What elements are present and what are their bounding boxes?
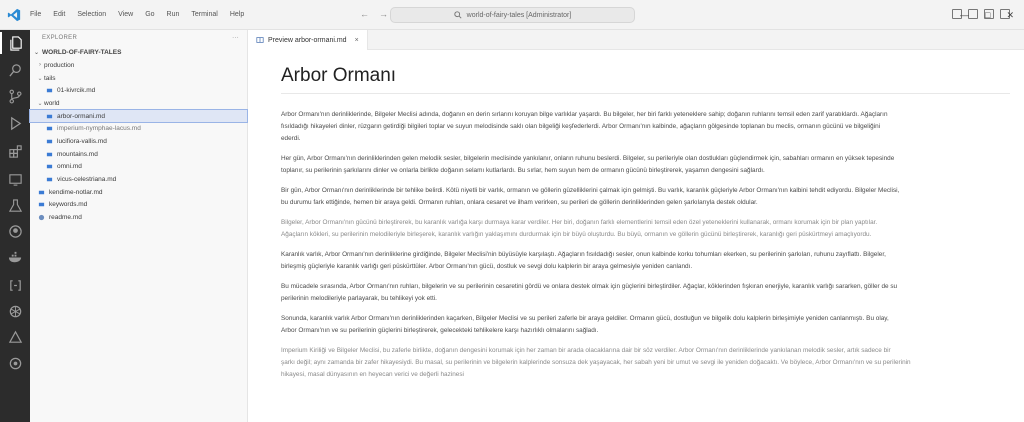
- nav-arrows: [360, 9, 388, 19]
- paragraph-line: bu durumu fark ettiğinde, hemen bir araya geldi. Ormanın ruhları, onlara cesaret ve ilham verirken, su perileri de göllerin derinliklerinden gelen şarkılarıyla destek oldular.: [281, 199, 758, 206]
- run-debug-icon[interactable]: [0, 112, 30, 134]
- vscode-logo-icon: [0, 0, 28, 30]
- paragraph-line: Bu mücadele sırasında, Arbor Ormanı'nın ruhları, bilgelerin ve su perilerinin cesaretini gördü ve onlara destek olmak için güçlerini birleştirdiler. Ağaçlar, köklerinden fışkıran enerjiyle, karanlık varlığı sararken, göller de su: [281, 283, 898, 290]
- file-mountains[interactable]: [30, 148, 247, 161]
- file-keywords[interactable]: [30, 199, 247, 212]
- tree-item-label: imperium-nymphae-lacus.md: [57, 125, 141, 133]
- chevron-down-icon: ⌄: [34, 50, 40, 56]
- markdown-preview: [248, 50, 1024, 381]
- paragraph-line: Arbor Ormanı'nın ve su perilerinin güçlerini birleştirerek, gelecekteki tehlikelere karşı hazırlıklı olmalarını sağladı.: [281, 327, 599, 334]
- file-01-kivrcik[interactable]: [30, 84, 247, 97]
- paragraph-line: Imperium Kiriliği ve Bilgeler Meclisi, bu zaferle birlikte, doğanın dengesini korumak için her zaman bir arada olacaklarına dair bir söz verdiler. Arbor Ormanı'nın derinliklerinde yankılanan melodik sesler, artık sadece bir: [281, 347, 891, 354]
- editor-area: [248, 30, 1024, 422]
- brackets-icon[interactable]: [0, 274, 30, 296]
- file-vicus-celestriana[interactable]: [30, 173, 247, 186]
- maximize-button[interactable]: □: [985, 10, 991, 20]
- paragraph: [281, 185, 1010, 209]
- paragraph-line: Ağaçların kökleri, su perilerinin melodileriyle birleşerek, karanlık varlığın yaklaşımını durdurmak için bir büyü oluşturdu. Bu büyü, ormanın ve göllerin gücünü birleştirerek, karanlığı geri püskürtmeyi amaçlıyordu.: [281, 231, 872, 238]
- paragraph-line: Karanlık varlık, Arbor Ormanı'nın derinliklerine girdiğinde, Bilgeler Meclisi'nin büyüsüyle karşılaştı. Ağaçların fısıldadığı sesler, onun kalbinde korku tohumları ekerken, su perilerinin şarkıları, ruhunu zayıflattı. Bilgeler,: [281, 251, 886, 258]
- folder-world[interactable]: [30, 97, 247, 110]
- chevron-right-icon: ›: [39, 62, 41, 69]
- paragraph-line: Her gün, Arbor Ormanı'nın derinliklerinden gelen melodik sesler, bilgelerin meclisinde yankılanır, onların ruhunu beslerdi. Bilgeler, su perileriyle olan dostlukları güçlendirmek için, sabahları ormanın en yüksek tepesinde: [281, 155, 895, 162]
- paragraph-line: Bilgeler, Arbor Ormanı'nın gücünü birleştirerek, bu karanlık varlığa karşı durmaya karar verdiler. Her biri, doğanın farklı elementlerini temsil eden özel yeteneklerini kullanarak, ormanı korumak için bir plan yaptılar.: [281, 219, 878, 226]
- menu-bar: [30, 11, 244, 18]
- chevron-down-icon: ⌄: [37, 100, 43, 107]
- paragraph-line: perilerinin melodileriyle parlayarak, bu tehlikeyi yok etti.: [281, 295, 437, 302]
- file-lucifiora-vallis[interactable]: [30, 135, 247, 148]
- workspace-root[interactable]: [30, 46, 247, 59]
- tree-item-label: vicus-celestriana.md: [57, 176, 117, 184]
- explorer-sidebar: [30, 30, 248, 422]
- file-imperium-nymphae-lacus[interactable]: [30, 122, 247, 135]
- page-title: Arbor Ormanı: [281, 65, 1010, 94]
- file-readme[interactable]: [30, 211, 247, 224]
- markdown-file-icon: [46, 163, 53, 170]
- menu-edit[interactable]: Edit: [53, 11, 66, 18]
- paragraph-line: toplanır, su perilerinin şarkılarını dinler ve onlarla birlikte doğanın selamı kutlarlardı. Bu sırlar, hem suyun hem de ormanın gücünü birleştirerek, yaşamın dengesini sağlardı.: [281, 167, 765, 174]
- explorer-header: [30, 30, 247, 46]
- tab-label: Preview arbor-ormani.md: [268, 36, 347, 44]
- triangle-icon[interactable]: [0, 326, 30, 348]
- paragraph-line: Sonunda, karanlık varlık Arbor Ormanı'nın derinliklerinden kaçarken, Bilgeler Meclisi ve su perileri zaferle bir araya geldiler. Ormanın gücü, dostluğun ve bilgelik dolu kalplerin birleşimiyle yeniden canlanmıştı. Bu olay,: [281, 315, 889, 322]
- markdown-file-icon: [38, 201, 45, 208]
- paragraph: [281, 345, 1010, 381]
- preview-icon: [256, 36, 264, 44]
- paragraph-line: Arbor Ormanı'nın derinliklerinde, Bilgeler Meclisi adında, doğanın en derin sırlarını koruyan bilge varlıklar yaşardı. Bu bilgeler, her biri farklı yeteneklere sahip; doğanın ruhlarını temsil eden zarif yaratıklardı. Ağaçların: [281, 111, 888, 118]
- openai-icon[interactable]: [0, 300, 30, 322]
- tab-preview-arbor-ormani[interactable]: [248, 30, 368, 50]
- title-bar: [0, 0, 1024, 30]
- file-omni[interactable]: [30, 161, 247, 174]
- docker-icon[interactable]: [0, 246, 30, 268]
- tree-item-label: production: [44, 61, 75, 69]
- paragraph: [281, 249, 1010, 273]
- menu-view[interactable]: View: [118, 11, 134, 18]
- paragraph: [281, 109, 1010, 145]
- tree-item-label: lucifiora-vallis.md: [57, 137, 107, 145]
- minimize-button[interactable]: —: [960, 10, 970, 20]
- paragraph-line: Bir gün, Arbor Ormanı'nın derinliklerinde bir tehlike belirdi. Kötü niyetli bir varlık, ormanın ve göllerin güzelliklerini çalmak için gelmişti. Bu varlık, karanlık güçleriyle Arbor Ormanı'nın kalbini tehdit ediyordu. Bilgeler Meclisi,: [281, 187, 900, 194]
- github-icon[interactable]: [0, 220, 30, 242]
- explorer-title: EXPLORER: [42, 35, 78, 41]
- tree-item-label: 01-kivrcik.md: [57, 87, 96, 95]
- testing-icon[interactable]: [0, 194, 30, 216]
- explorer-more-button[interactable]: ···: [232, 35, 239, 41]
- search-icon: [454, 11, 462, 19]
- search-icon[interactable]: [0, 59, 30, 81]
- info-file-icon: [38, 214, 45, 221]
- paragraph: [281, 313, 1010, 337]
- paragraph-line: ederdi.: [281, 135, 301, 142]
- markdown-file-icon: [46, 138, 53, 145]
- markdown-file-icon: [46, 176, 53, 183]
- close-tab-icon[interactable]: ×: [354, 36, 359, 44]
- source-control-icon[interactable]: [0, 85, 30, 107]
- paragraph-line: hikayesi, masal dünyasının en heyecan verici ve değerli hazinesi: [281, 371, 464, 378]
- remote-explorer-icon[interactable]: [0, 168, 30, 190]
- folder-tails[interactable]: [30, 72, 247, 85]
- command-center-search[interactable]: [390, 7, 635, 23]
- menu-run[interactable]: Run: [166, 11, 180, 18]
- menu-go[interactable]: Go: [145, 11, 155, 18]
- window-controls: [960, 0, 1024, 30]
- extensions-icon[interactable]: [0, 140, 30, 162]
- markdown-file-icon: [46, 87, 53, 94]
- markdown-file-icon: [46, 125, 53, 132]
- paragraph-line: şarkı değil; aynı zamanda bir zafer hikayesiydi. Bu masal, su perilerinin ve bilgelerin kalplerinde sonsuza dek yaşayacak, her sabah yeni bir umut ve sevgi ile yeniden doğacaktı. Ve böylece, Arbor Ormanı'nın ve su perilerinin: [281, 359, 911, 366]
- paragraph: [281, 153, 1010, 177]
- paragraph-list: [281, 109, 1010, 381]
- tree-item-label: tails: [44, 74, 56, 82]
- paragraph: [281, 281, 1010, 305]
- tree-item-label: arbor-ormani.md: [57, 112, 106, 120]
- paragraph-line: fısıldadığı hikayeleri dinler, rüzgarın getirdiği bilgileri toplar ve suyun melodisinde saklı olan bilgeliği keşfederlerdi. Arbor Ormanı'nın kalbinde, ağaçların gölgesinde toplanan bu meclis, ormanın gücünü ve bilgeliğini: [281, 123, 881, 130]
- paragraph-line: birleşmiş güçleriyle karanlık varlığı geri püskürttüler. Arbor Ormanı'nın gücü, dostluk ve sevgi dolu kalplerin bir araya gelmesiyle yeniden canlandı.: [281, 263, 693, 270]
- close-window-button[interactable]: ✕: [1006, 9, 1014, 20]
- markdown-file-icon: [46, 113, 53, 120]
- menu-terminal[interactable]: Terminal: [191, 11, 218, 18]
- tree-item-label: mountains.md: [57, 150, 98, 158]
- tree-item-label: readme.md: [49, 214, 82, 222]
- back-arrow-icon[interactable]: ←: [360, 9, 369, 19]
- forward-arrow-icon[interactable]: →: [379, 9, 388, 19]
- file-arbor-ormani[interactable]: [30, 110, 247, 123]
- markdown-file-icon: [46, 151, 53, 158]
- activity-bar: [0, 30, 30, 422]
- command-center-label: world-of-fairy-tales [Administrator]: [466, 11, 572, 19]
- circle-icon[interactable]: [0, 352, 30, 374]
- menu-help[interactable]: Help: [229, 11, 245, 18]
- paragraph: [281, 217, 1010, 241]
- tree-item-label: keywords.md: [49, 201, 88, 209]
- menu-file[interactable]: File: [30, 11, 42, 18]
- editor-tabs: [248, 30, 1024, 50]
- tree-item-label: omni.md: [57, 163, 82, 171]
- folder-production[interactable]: [30, 59, 247, 72]
- tree-item-label: world: [44, 99, 60, 107]
- markdown-file-icon: [38, 189, 45, 196]
- menu-selection[interactable]: Selection: [77, 11, 107, 18]
- files-icon[interactable]: [0, 32, 30, 54]
- tree-item-label: kendime-notlar.md: [49, 188, 103, 196]
- workspace-root-label: WORLD-OF-FAIRY-TALES: [42, 49, 122, 56]
- file-kendime-notlar[interactable]: [30, 186, 247, 199]
- chevron-down-icon: ⌄: [37, 75, 43, 82]
